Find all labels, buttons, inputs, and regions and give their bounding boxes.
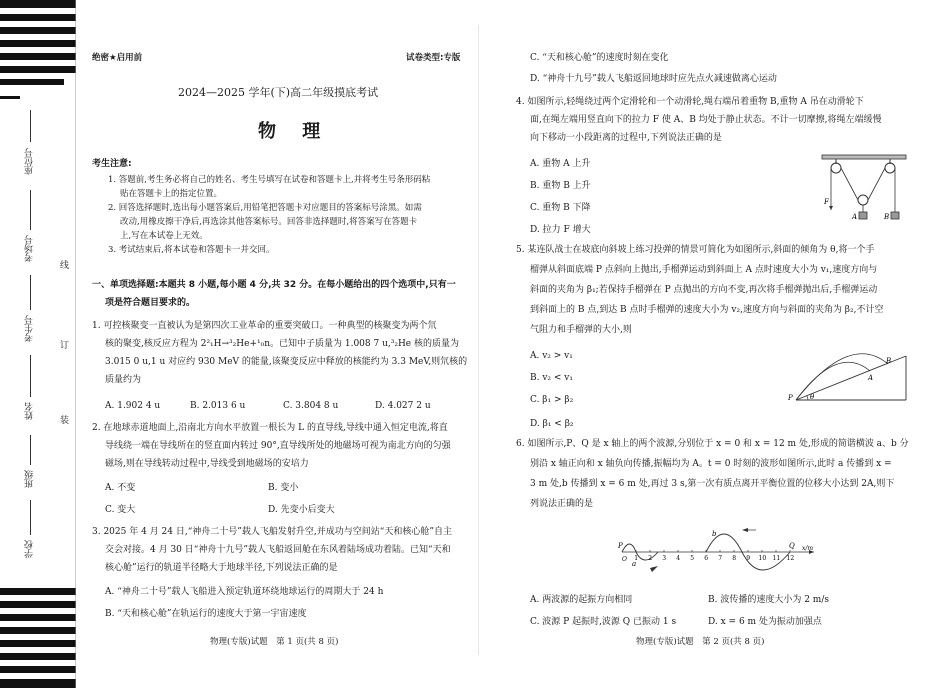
bind-mark-line: 线 — [60, 261, 70, 271]
q5-option-c: C. β₁ > β₂ — [530, 395, 574, 405]
pulley-label-b: B — [884, 213, 890, 221]
bind-mark-bind: 装 — [60, 416, 70, 426]
class-line — [30, 435, 31, 465]
q4-option-b: B. 重物 B 上升 — [530, 181, 591, 191]
section1-line-2: 项是符合题目要求的。 — [105, 298, 196, 308]
notice-heading: 考生注意: — [92, 159, 132, 169]
q3-option-a: A. “神舟二十号”载人飞船进入预定轨道环绕地球运行的周期大于 24 h — [105, 587, 384, 597]
q6-line-4: 列说法正确的是 — [530, 499, 594, 509]
notice-line-6: 3. 考试结束后,将本试卷和答题卡一并交回。 — [108, 245, 275, 255]
q3-line-2: 交会对接。4 月 30 日“神舟十九号”载人飞船返回舱在东风着陆场成功着陆。已知“天和 — [105, 545, 451, 555]
q4-option-c: C. 重物 B 下降 — [530, 203, 591, 213]
q1-line-4: 质量约为 — [105, 375, 142, 385]
q3-option-b: B. “天和核心舱”在轨运行的速度大于第一宇宙速度 — [105, 609, 307, 619]
name-label: 姓名 — [25, 402, 35, 420]
q5-line-5: 气阻力和手榴弹的大小,则 — [530, 325, 632, 335]
wave-tick-label: 7 — [718, 555, 723, 562]
q2-option-c: C. 变大 — [105, 505, 136, 515]
q4-line-1: 4. 如图所示,轻绳绕过两个定滑轮和一个动滑轮,绳右端吊着重物 B,重物 A 吊在动滑轮下 — [516, 97, 864, 107]
wave-tick-label: 4 — [676, 555, 681, 562]
q1-option-d: D. 4.027 2 u — [375, 401, 431, 411]
q5-line-2: 榴弹从斜面底端 P 点斜向上抛出,手榴弹运动到斜面上 A 点时速度大小为 v₁,速度方向与 — [530, 265, 878, 275]
wave-label-o: O — [622, 556, 627, 563]
q2-line-1: 2. 在地球赤道地面上,沿南北方向水平放置一根长为 L 的直导线,导线中通入恒定电流,将直 — [92, 423, 448, 433]
pulley-label-f: F — [824, 198, 829, 206]
q3-line-1: 3. 2025 年 4 月 24 日,“神舟二十号”载人飞船发射升空,并成功与空间站“天和核心舱”自主 — [92, 527, 452, 537]
paper-type: 试卷类型:专版 — [406, 53, 461, 63]
q5-option-d: D. β₁ < β₂ — [530, 419, 574, 429]
wave-label-b: b — [712, 530, 717, 538]
confidential-mark: 绝密★启用前 — [92, 53, 143, 63]
q2-line-3: 磁场,则在导线转动过程中,导线受到地磁场的安培力 — [105, 459, 309, 469]
wave-tick-label: 2 — [648, 555, 653, 562]
school-label: 学校 — [25, 540, 35, 558]
pulley-label-a: A — [852, 213, 858, 221]
subject-title: 物 理 — [258, 121, 331, 142]
student-number-line — [30, 275, 31, 310]
q6-line-2: 别沿 x 轴正向和 x 轴负向传播,振幅均为 A。t = 0 时刻的波形如图所示,此时 a 传播到 x = — [530, 459, 892, 469]
wave-tick-label: 5 — [690, 555, 695, 562]
q3-option-d: D. “神舟十九号”载人飞船返回地球时应先点火减速做离心运动 — [530, 74, 777, 84]
q4-line-3: 向下移动一小段距离的过程中,下列说法正确的是 — [530, 133, 722, 143]
incline-label-b: B — [886, 357, 892, 365]
q4-line-2: 面,在绳左端用竖直向下的拉力 F 使 A、B 均处于静止状态。不计一切摩擦,将绳左端缓慢 — [530, 115, 882, 125]
q1-option-c: C. 3.804 8 u — [283, 401, 339, 411]
q6-option-b: B. 波传播的速度大小为 2 m/s — [708, 595, 829, 605]
room-number-line — [30, 190, 31, 230]
footer-page-2: 物理(专版)试题 第 2 页(共 8 页) — [636, 637, 765, 647]
seat-number-label: 座位号 — [25, 148, 35, 175]
wave-label-p: P — [618, 542, 623, 550]
room-number-label: 考场号 — [25, 235, 35, 262]
name-line — [30, 355, 31, 397]
page-divider — [478, 25, 479, 655]
wave-label-a: a — [632, 560, 637, 568]
q6-option-a: A. 两波源的起振方向相同 — [530, 595, 633, 605]
wave-tick-label: 6 — [704, 555, 709, 562]
wave-axis-label: x/m — [802, 545, 814, 552]
q1-line-2: 核的聚变,核反应方程为 2²₁H→³₂He+¹₀n。已知中子质量为 1.008 7 u,³₂He 核的质量为 — [105, 339, 459, 349]
incline-label-theta: θ — [810, 393, 815, 401]
wave-label-q: Q — [789, 542, 795, 550]
exam-title: 2024—2025 学年(下)高二年级摸底考试 — [178, 86, 379, 99]
notice-line-2: 贴在答题卡上的指定位置。 — [120, 189, 223, 199]
notice-line-1: 1. 答题前,考生务必将自己的姓名、考生号填写在试卷和答题卡上,并将考生号条形码粘 — [108, 175, 431, 185]
incline-figure — [788, 350, 912, 406]
wave-tick-label: 11 — [772, 555, 781, 562]
q1-option-b: B. 2.013 6 u — [190, 401, 246, 411]
class-label: 班级 — [25, 470, 35, 488]
q3-option-c: C. “天和核心舱”的速度时刻在变化 — [530, 53, 669, 63]
wave-tick-label: 10 — [758, 555, 767, 562]
q1-line-1: 1. 可控核聚变一直被认为是第四次工业革命的重要突破口。一种典型的核聚变为两个氘 — [92, 321, 437, 331]
q3-line-3: 核心舱”运行的轨道半径略大于地球半径,下列说法正确的是 — [105, 563, 338, 573]
incline-label-p: P — [788, 394, 793, 402]
q6-line-1: 6. 如图所示,P、Q 是 x 轴上的两个波源,分别位于 x = 0 和 x = 12 m 处,形成的简谐横波 a、b 分 — [516, 439, 909, 449]
q5-option-b: B. v₂ < v₁ — [530, 373, 573, 383]
q6-option-d: D. x = 6 m 处为振动加强点 — [708, 617, 822, 627]
section1-line-1: 一、单项选择题:本题共 8 小题,每小题 4 分,共 32 分。在每小题给出的四个选项中,只有一 — [92, 280, 456, 290]
pulley-figure — [816, 152, 910, 224]
notice-line-3: 2. 回答选择题时,选出每小题答案后,用铅笔把答题卡对应题目的答案标号涂黑。如需 — [108, 203, 422, 213]
wave-figure — [614, 526, 824, 582]
q4-option-d: D. 拉力 F 增大 — [530, 225, 591, 235]
q5-option-a: A. v₂ > v₁ — [530, 351, 573, 361]
q5-line-3: 斜面的夹角为 β₁;若保持手榴弹在 P 点抛出的方向不变,再次将手榴弹抛出后,手榴弹运动 — [530, 285, 878, 295]
seat-number-line — [30, 110, 31, 142]
footer-page-1: 物理(专版)试题 第 1 页(共 8 页) — [210, 637, 339, 647]
q6-line-3: 3 m 处,b 传播到 x = 6 m 处,再过 3 s,第一次有质点离开平衡位置的位移大小达到 2A,则下 — [530, 479, 895, 489]
q2-option-a: A. 不变 — [105, 483, 136, 493]
bind-mark-staple: 订 — [60, 341, 70, 351]
student-number-label: 考生号 — [25, 315, 35, 342]
wave-tick-label: 12 — [786, 555, 795, 562]
q2-option-d: D. 先变小后变大 — [268, 505, 335, 515]
incline-label-a: A — [868, 374, 874, 382]
q5-line-4: 到斜面上的 B 点,到达 B 点时手榴弹的速度大小为 v₂,速度方向与斜面的夹角为 β₂,不计空 — [530, 305, 884, 315]
q2-option-b: B. 变小 — [268, 483, 299, 493]
notice-line-5: 上,写在本试卷上无效。 — [120, 231, 208, 241]
q1-option-a: A. 1.902 4 u — [105, 401, 161, 411]
wave-tick-label: 8 — [732, 555, 737, 562]
q2-line-2: 导线绕一端在导线所在的竖直面内转过 90°,直导线所处的地磁场可视为南北方向的匀强 — [105, 441, 451, 451]
q6-option-c: C. 波源 P 起振时,波源 Q 已振动 1 s — [530, 617, 677, 627]
q5-line-1: 5. 某连队战士在坡底向斜坡上练习投弹的情景可简化为如图所示,斜面的倾角为 θ,将一个手 — [516, 245, 875, 255]
wave-tick-label: 9 — [746, 555, 751, 562]
wave-tick-label: 3 — [662, 555, 667, 562]
q4-option-a: A. 重物 A 上升 — [530, 159, 591, 169]
notice-line-4: 改动,用橡皮擦干净后,再选涂其他答案标号。回答非选择题时,将答案写在答题卡 — [120, 217, 418, 227]
wave-tick-label: 1 — [634, 555, 639, 562]
q1-line-3: 3.015 0 u,1 u 对应约 930 MeV 的能量,该聚变反应中释放的核能约为 3.3 MeV,则氘核的 — [105, 357, 468, 367]
school-line — [30, 500, 31, 535]
